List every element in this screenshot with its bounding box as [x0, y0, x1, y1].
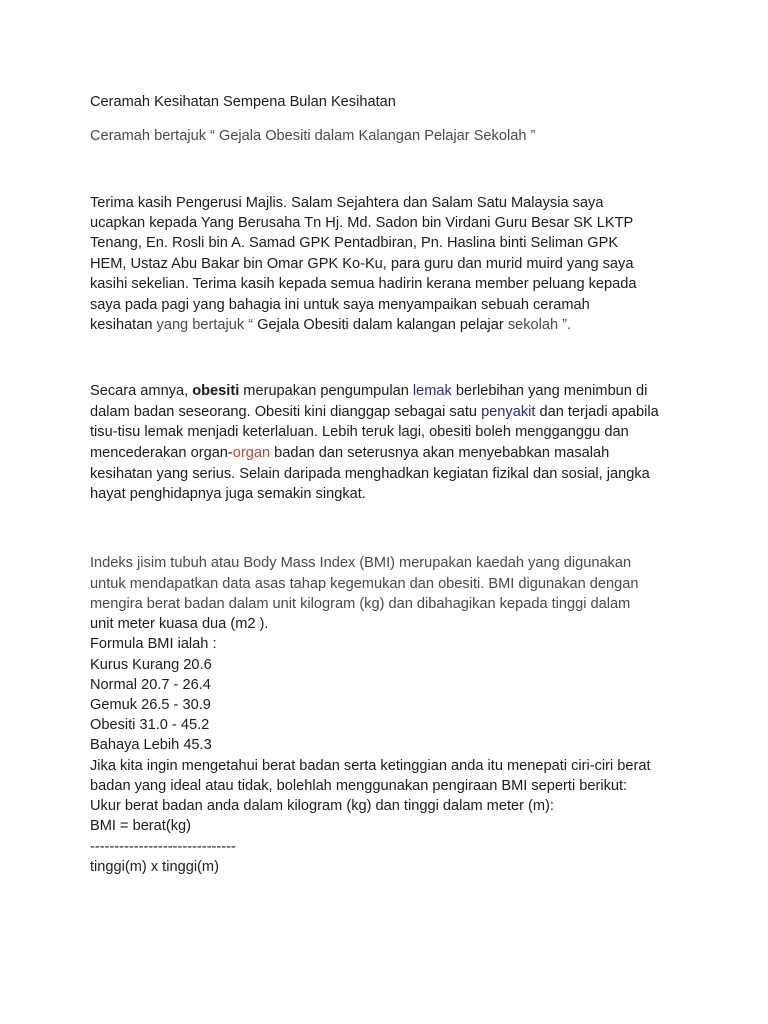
obesity-line [90, 443, 609, 463]
bmi-formula-divider: ------------------------------ [90, 839, 236, 855]
obesiti-term: obesiti [192, 383, 240, 399]
intro-line: ucapkan kepada Yang Berusaha Tn Hj. Md. Sadon bin Virdani Guru Besar SK LKTP [90, 215, 634, 231]
bmi-category: Normal 20.7 - 26.4 [90, 677, 211, 693]
bmi-category: Bahaya Lebih 45.3 [90, 737, 212, 753]
obesity-text: merupakan pengumpulan [239, 383, 413, 399]
obesity-line [90, 381, 647, 401]
organ-link[interactable]: organ [232, 445, 271, 461]
obesity-text: berlebihan yang menimbun di [451, 383, 648, 399]
intro-line: saya pada pagi yang bahagia ini untuk saya menyampaikan sebuah ceramah [90, 297, 590, 313]
bmi-line: untuk mendapatkan data asas tahap kegemukan dan obesiti. BMI digunakan dengan [90, 576, 639, 592]
bmi-line: mengira berat badan dalam unit kilogram (kg) dan dibahagikan kepada tinggi dalam [90, 596, 631, 612]
intro-line: HEM, Ustaz Abu Bakar bin Omar GPK Ko-Ku, para guru dan murid muird yang saya [90, 256, 634, 272]
obesity-text: Secara amnya, [90, 383, 193, 399]
bmi-category: Gemuk 26.5 - 30.9 [90, 697, 211, 713]
bmi-category: Kurus Kurang 20.6 [90, 657, 212, 673]
intro-text-muted: yang bertajuk “ [156, 317, 258, 333]
bmi-line: Jika kita ingin mengetahui berat badan serta ketinggian anda itu menepati ciri-ciri berat [90, 758, 651, 774]
lecture-subtitle: Ceramah bertajuk “ Gejala Obesiti dalam Kalangan Pelajar Sekolah ” [90, 128, 536, 144]
penyakit-link[interactable]: penyakit [481, 404, 536, 420]
obesity-line: tisu-tisu lemak menjadi keterlaluan. Lebih teruk lagi, obesiti boleh mengganggu dan [90, 424, 629, 440]
obesity-line: kesihatan yang serius. Selain daripada menghadkan kegiatan fizikal dan sosial, jangka [90, 466, 650, 482]
obesity-text: mencederakan organ- [90, 445, 233, 461]
bmi-formula-numerator: BMI = berat(kg) [90, 818, 191, 834]
intro-text: kesihatan [90, 317, 157, 333]
intro-line-last [90, 315, 571, 335]
intro-text-muted: sekolah ”. [507, 317, 572, 333]
obesity-text: dalam badan seseorang. Obesiti kini dianggap sebagai satu [90, 404, 482, 420]
obesity-line [90, 402, 659, 422]
intro-text: Gejala Obesiti dalam kalangan pelajar [257, 317, 508, 333]
obesity-text: dan terjadi apabila [535, 404, 659, 420]
lemak-link[interactable]: lemak [412, 383, 452, 399]
intro-line: Terima kasih Pengerusi Majlis. Salam Sejahtera dan Salam Satu Malaysia saya [90, 195, 604, 211]
obesity-text: badan dan seterusnya akan menyebabkan masalah [270, 445, 610, 461]
bmi-line: unit meter kuasa dua (m2 ). [90, 616, 269, 632]
bmi-category: Obesiti 31.0 - 45.2 [90, 717, 210, 733]
intro-line: Tenang, En. Rosli bin A. Samad GPK Pentadbiran, Pn. Haslina binti Seliman GPK [90, 235, 619, 251]
intro-line: kasihi sekelian. Terima kasih kepada semua hadirin kerana member peluang kepada [90, 276, 637, 292]
bmi-formula-heading: Formula BMI ialah : [90, 636, 217, 652]
bmi-line: badan yang ideal atau tidak, bolehlah menggunakan pengiraan BMI seperti berikut: [90, 778, 628, 794]
bmi-line: Indeks jisim tubuh atau Body Mass Index (BMI) merupakan kaedah yang digunakan [90, 555, 632, 571]
bmi-line: Ukur berat badan anda dalam kilogram (kg) dan tinggi dalam meter (m): [90, 798, 554, 814]
obesity-line: hayat penghidapnya juga semakin singkat. [90, 486, 366, 502]
document-title: Ceramah Kesihatan Sempena Bulan Kesihatan [90, 94, 396, 110]
bmi-formula-denominator: tinggi(m) x tinggi(m) [90, 859, 219, 875]
